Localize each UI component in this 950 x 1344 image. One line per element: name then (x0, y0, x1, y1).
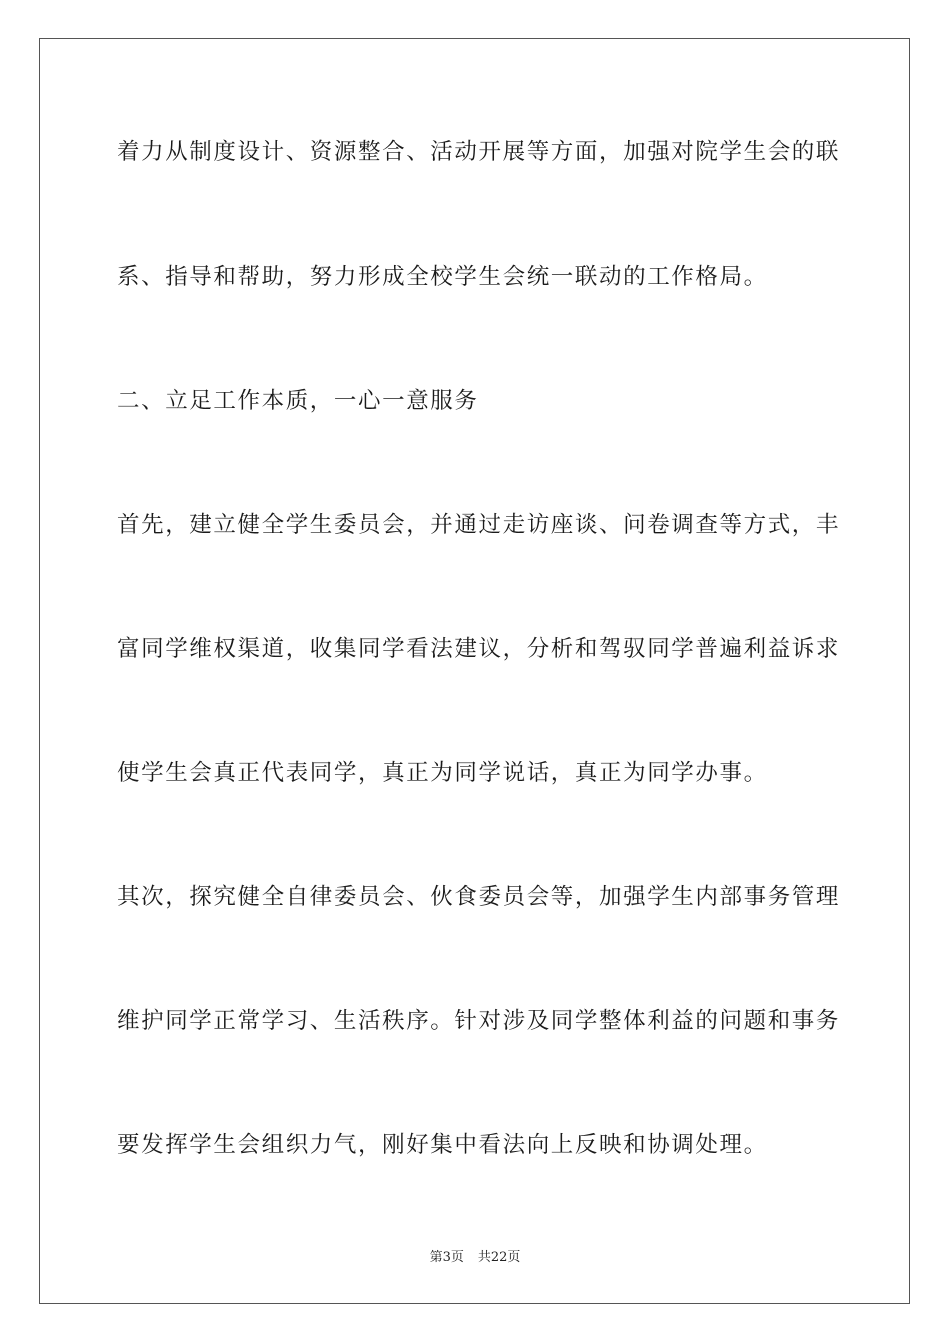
paragraph-line-7: 其次，探究健全自律委员会、伙食委员会等，加强学生内部事务管理 (117, 884, 841, 910)
page-footer (0, 1246, 950, 1265)
page-border (39, 38, 910, 1304)
section-heading: 二、立足工作本质，一心一意服务 (117, 388, 479, 414)
paragraph-line-8: 维护同学正常学习、生活秩序。针对涉及同学整体利益的问题和事务 (117, 1008, 841, 1034)
paragraph-line-4: 首先，建立健全学生委员会，并通过走访座谈、问卷调查等方式，丰 (117, 512, 841, 538)
paragraph-line-9: 要发挥学生会组织力气，刚好集中看法向上反映和协调处理。 (117, 1132, 768, 1158)
paragraph-line-5: 富同学维权渠道，收集同学看法建议，分析和驾驭同学普遍利益诉求 (117, 636, 841, 662)
paragraph-line-6: 使学生会真正代表同学，真正为同学说话，真正为同学办事。 (117, 760, 768, 786)
paragraph-line-1: 着力从制度设计、资源整合、活动开展等方面，加强对院学生会的联 (117, 139, 841, 165)
current-page-number: 第3页 (429, 1250, 464, 1265)
total-page-count: 共22页 (477, 1250, 521, 1265)
paragraph-line-2: 系、指导和帮助，努力形成全校学生会统一联动的工作格局。 (117, 264, 768, 290)
